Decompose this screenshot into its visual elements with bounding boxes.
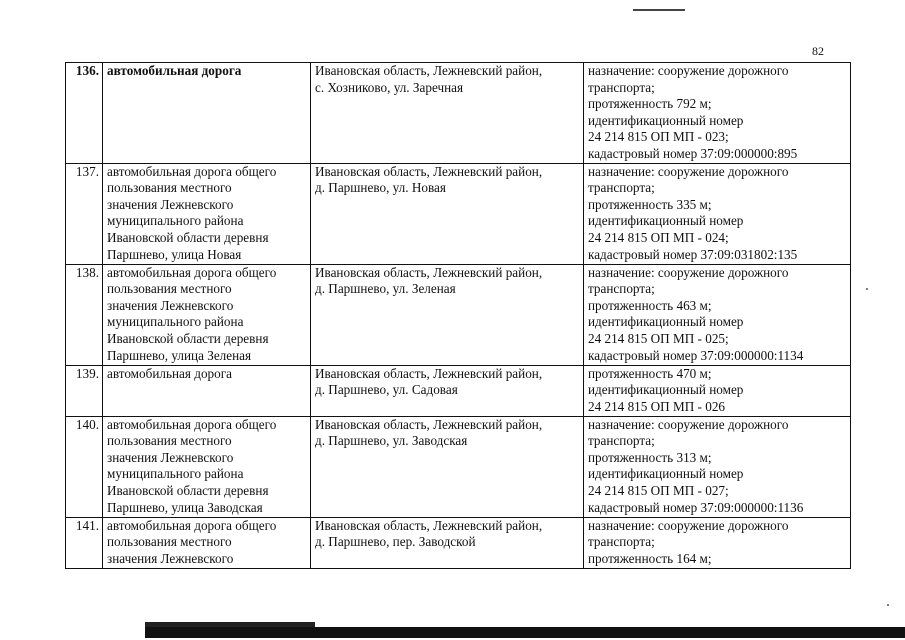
- object-details: назначение: сооружение дорожного транспорта; протяженность 313 м; идентификационный номер 24 214 815 ОП МП - 027; кадастровый номер 37:09:000000:1136: [584, 416, 851, 517]
- object-address: Ивановская область, Лежневский район, д. Паршнево, пер. Заводской: [311, 517, 584, 568]
- object-name: автомобильная дорога: [103, 365, 311, 416]
- table-row: [66, 416, 851, 517]
- object-address: Ивановская область, Лежневский район, д. Паршнево, ул. Садовая: [311, 365, 584, 416]
- table-row: [66, 517, 851, 568]
- row-number: 139.: [66, 365, 103, 416]
- row-number: 137.: [66, 163, 103, 264]
- object-name: автомобильная дорога: [103, 63, 311, 164]
- scan-mark-top: [633, 9, 685, 11]
- object-details: назначение: сооружение дорожного транспорта; протяженность 335 м; идентификационный номер 24 214 815 ОП МП - 024; кадастровый номер 37:09:031802:135: [584, 163, 851, 264]
- row-number: 141.: [66, 517, 103, 568]
- table-row: [66, 63, 851, 164]
- row-number: 136.: [66, 63, 103, 164]
- table-row: [66, 264, 851, 365]
- scan-speck: [887, 604, 889, 606]
- object-address: Ивановская область, Лежневский район, д. Паршнево, ул. Заводская: [311, 416, 584, 517]
- object-address: Ивановская область, Лежневский район, д. Паршнево, ул. Зеленая: [311, 264, 584, 365]
- table-row: [66, 163, 851, 264]
- object-details: назначение: сооружение дорожного транспорта; протяженность 164 м;: [584, 517, 851, 568]
- object-address: Ивановская область, Лежневский район, д. Паршнево, ул. Новая: [311, 163, 584, 264]
- object-name: автомобильная дорога общего пользования местного значения Лежневского: [103, 517, 311, 568]
- object-details: протяженность 470 м; идентификационный номер 24 214 815 ОП МП - 026: [584, 365, 851, 416]
- object-address: Ивановская область, Лежневский район, с. Хозниково, ул. Заречная: [311, 63, 584, 164]
- object-name: автомобильная дорога общего пользования местного значения Лежневского муниципального района Ивановской области деревня Паршнево, улица Новая: [103, 163, 311, 264]
- object-details: назначение: сооружение дорожного транспорта; протяженность 792 м; идентификационный номер 24 214 815 ОП МП - 023; кадастровый номер 37:09:000000:895: [584, 63, 851, 164]
- object-name: автомобильная дорога общего пользования местного значения Лежневского муниципального района Ивановской области деревня Паршнево, улица Заводская: [103, 416, 311, 517]
- scan-speck: [866, 288, 868, 290]
- scan-edge-bar: [145, 627, 905, 638]
- row-number: 140.: [66, 416, 103, 517]
- object-name: автомобильная дорога общего пользования местного значения Лежневского муниципального района Ивановской области деревня Паршнево, улица Зеленая: [103, 264, 311, 365]
- table-row: [66, 365, 851, 416]
- row-number: 138.: [66, 264, 103, 365]
- page-number: 82: [812, 44, 824, 58]
- object-details: назначение: сооружение дорожного транспорта; протяженность 463 м; идентификационный номер 24 214 815 ОП МП - 025; кадастровый номер 37:09:000000:1134: [584, 264, 851, 365]
- registry-table: [65, 62, 851, 569]
